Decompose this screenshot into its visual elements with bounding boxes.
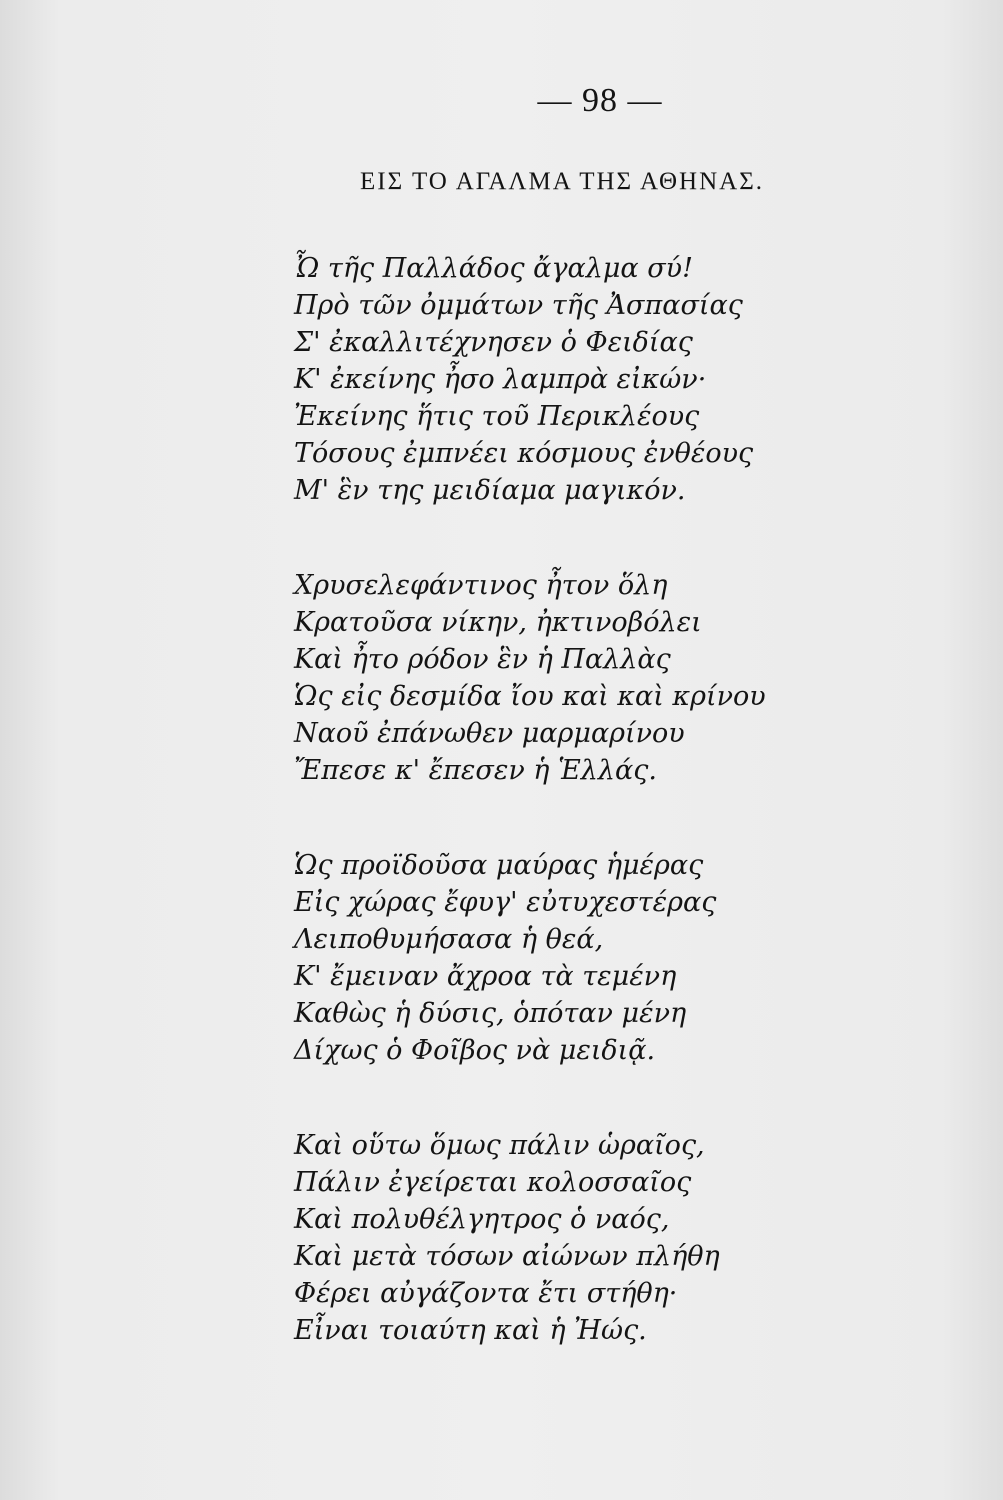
poem-line: Μ' ἓν της μειδίαμα μαγικόν.	[294, 475, 686, 506]
poem-line: Κ' ἐκείνης ἦσο λαμπρὰ εἰκών·	[294, 364, 707, 395]
poem-line: Ὦ τῆς Παλλάδος ἄγαλμα σύ!	[294, 253, 693, 284]
poem-line: Πάλιν ἐγείρεται κολοσσαῖος	[294, 1167, 692, 1198]
poem-line: Δίχως ὁ Φοῖβος νὰ μειδιᾷ.	[294, 1035, 656, 1066]
poem-line: Ἐκείνης ἥτις τοῦ Περικλέους	[294, 401, 700, 432]
poem-line: Κρατοῦσα νίκην, ἠκτινοβόλει	[294, 607, 702, 638]
stanza-2	[294, 567, 974, 789]
poem-line: Τόσους ἐμπνέει κόσμους ἐνθέους	[294, 438, 754, 469]
poem-line: Καὶ οὕτω ὅμως πάλιν ὡραῖος,	[294, 1130, 705, 1161]
poem-line: Εἶναι τοιαύτη καὶ ἡ Ἠώς.	[294, 1315, 647, 1346]
poem-body	[294, 250, 974, 1407]
stanza-4	[294, 1127, 974, 1349]
poem-line: Καὶ πολυθέλγητρος ὁ ναός,	[294, 1204, 670, 1235]
poem-line: Ὡς εἰς δεσμίδα ἴου καὶ καὶ κρίνου	[294, 681, 766, 712]
poem-line: Φέρει αὐγάζοντα ἔτι στήθη·	[294, 1278, 678, 1309]
poem-line: Πρὸ τῶν ὀμμάτων τῆς Ἀσπασίας	[294, 290, 743, 321]
poem-line: Ναοῦ ἐπάνωθεν μαρμαρίνου	[294, 718, 685, 749]
poem-line: Εἰς χώρας ἔφυγ' εὐτυχεστέρας	[294, 887, 717, 918]
poem-line: Καὶ ἦτο ρόδον ἓν ἡ Παλλὰς	[294, 644, 671, 675]
poem-title: ΕΙΣ ΤΟ ΑΓΑΛΜΑ ΤΗΣ ΑΘΗΝΑΣ.	[360, 168, 765, 195]
poem-line: Καθὼς ἡ δύσις, ὁπόταν μένη	[294, 998, 687, 1029]
page-number: — 98 —	[537, 82, 663, 119]
poem-line: Κ' ἔμειναν ἄχροα τὰ τεμένη	[294, 961, 677, 992]
stanza-1	[294, 250, 974, 509]
poem-line: Ὡς προϊδοῦσα μαύρας ἡμέρας	[294, 850, 704, 881]
poem-line: Καὶ μετὰ τόσων αἰώνων πλήθη	[294, 1241, 720, 1272]
stanza-3	[294, 847, 974, 1069]
poem-line: Σ' ἐκαλλιτέχνησεν ὁ Φειδίας	[294, 327, 693, 358]
poem-line: Λειποθυμήσασα ἡ θεά,	[294, 924, 604, 955]
poem-line: Χρυσελεφάντινος ἦτον ὅλη	[294, 570, 668, 601]
poem-line: Ἔπεσε κ' ἔπεσεν ἡ Ἑλλάς.	[294, 755, 657, 786]
